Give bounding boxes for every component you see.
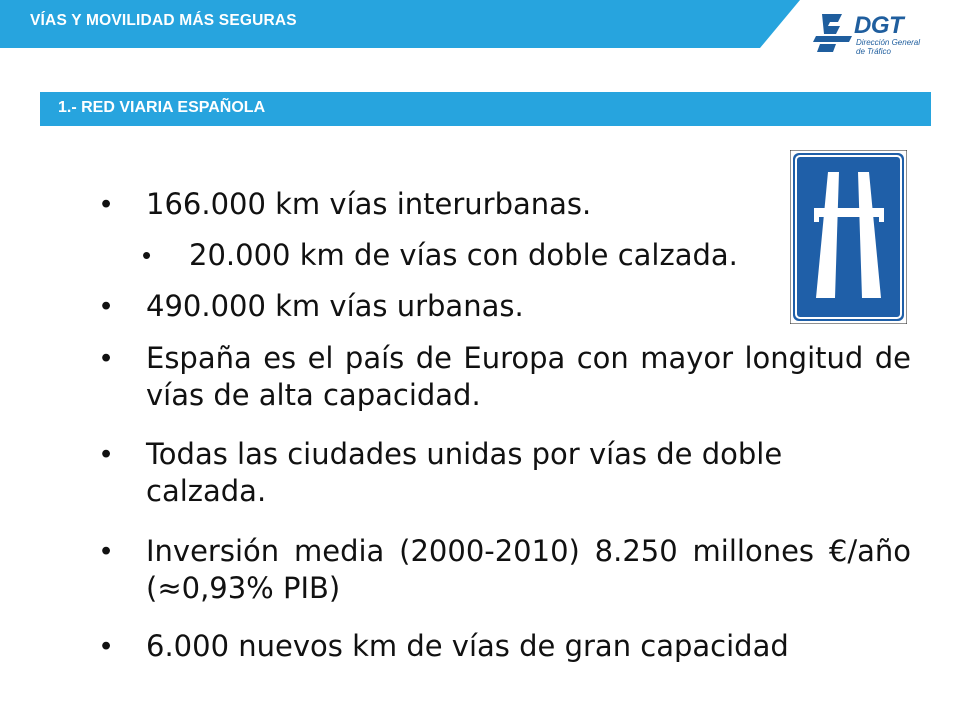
- list-item: • Inversión media (2000-2010) 8.250 millones €/año (≈0,93% PIB): [146, 533, 911, 607]
- section-title: 1.- RED VIARIA ESPAÑOLA: [58, 99, 266, 116]
- header-title: VÍAS Y MOVILIDAD MÁS SEGURAS: [30, 12, 297, 29]
- list-item: • 20.000 km de vías con doble calzada.: [189, 237, 779, 274]
- list-item: • Todas las ciudades unidas por vías de doble calzada.: [146, 436, 911, 510]
- list-item: • 6.000 nuevos km de vías de gran capacidad: [146, 628, 911, 665]
- dgt-logo-subtitle-line2: de Tráfico: [856, 47, 891, 56]
- list-item: • 166.000 km vías interurbanas.: [146, 186, 911, 223]
- dgt-logo-subtitle-line1: Dirección General: [856, 38, 921, 47]
- list-item: • España es el país de Europa con mayor longitud de vías de alta capacidad.: [146, 340, 911, 414]
- list-item: • 490.000 km vías urbanas.: [146, 288, 911, 325]
- dgt-logo-text: DGT: [854, 12, 904, 39]
